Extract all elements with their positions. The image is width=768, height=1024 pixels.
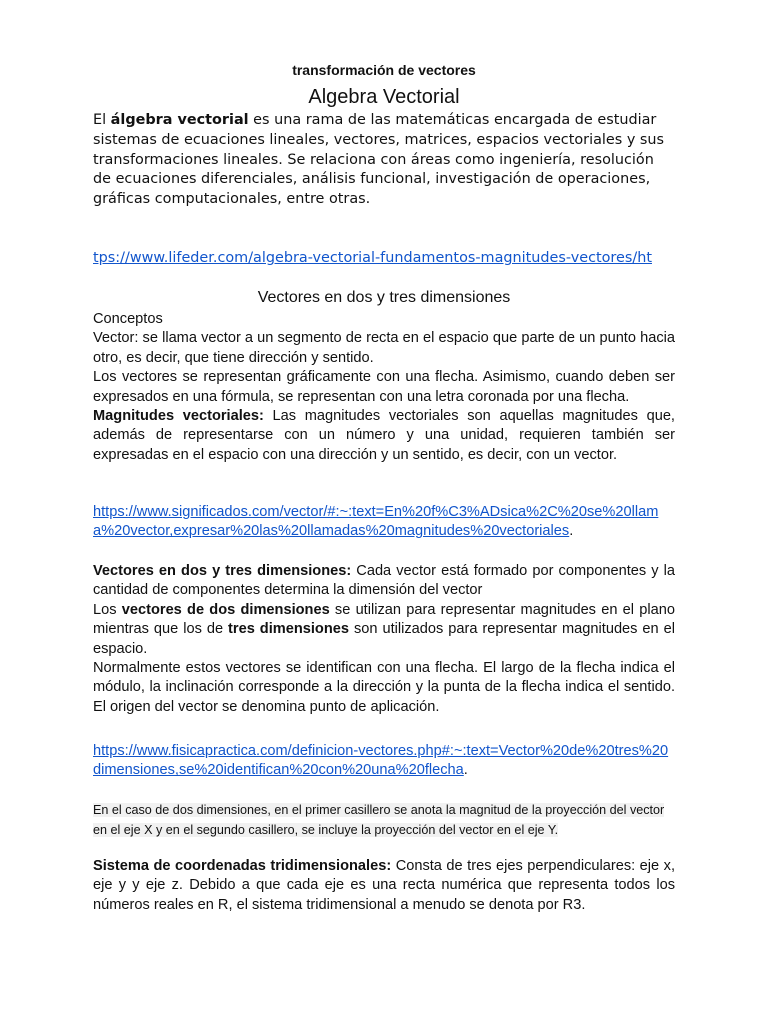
document-title: transformación de vectores [292, 62, 476, 78]
dimensions-paragraph [93, 562, 675, 601]
dims-bold-two: vectores de dos dimensiones [121, 601, 330, 618]
reference-link-fisicapractica-wrap [93, 742, 675, 781]
intro-bold-term: álgebra vectorial [110, 112, 249, 128]
dimensions-text: Cada vector está formado por componentes y la cantidad de componentes determina la dimensión del vector [93, 563, 675, 599]
reference-link-significados[interactable]: https://www.significados.com/vector/#:~:text=En%20f%C3%ADsica%2C%20se%20llama%20vector,expresar%20las%20llamadas%20magnitudes%20vectoriales [93, 504, 659, 540]
dims-text-d: son utilizados para representar magnitudes en el espacio. [93, 621, 675, 657]
intro-paragraph [93, 111, 675, 210]
coordinates-label: Sistema de coordenadas tridimensionales: [93, 858, 392, 874]
dimensions-label: Vectores en dos y tres dimensiones: [93, 563, 352, 579]
vector-representation: Los vectores se representan gráficamente con una flecha. Asimismo, cuando deben ser expresados en una fórmula, se representan con una letra coronada por una flecha. [93, 369, 675, 405]
dims-text-a: Los [93, 601, 122, 618]
intro-lead: El [93, 112, 111, 128]
coordinates-block [93, 857, 675, 915]
reference-link-lifeder[interactable]: tps://www.lifeder.com/algebra-vectorial-fundamentos-magnitudes-vectores/ht [93, 250, 652, 266]
vector-definition: Vector: se llama vector a un segmento de recta en el espacio que parte de un punto hacia otro, es decir, que tiene dirección y sentido. [93, 330, 675, 366]
two-dimensions-note [93, 801, 675, 840]
section-heading-algebra: Algebra Vectorial [308, 86, 460, 108]
intro-rest: es una rama de las matemáticas encargada de estudiar sistemas de ecuaciones lineales, vectores, matrices, espacios vectoriales y sus transformaciones lineales. Se relaciona con áreas como ingeniería, resolución de ecuaciones diferenciales, análisis funcional, investigación de operaciones, gráficas computacionales, entre otras. [93, 112, 665, 208]
dims-text-c: se utilizan para representar magnitudes en el plano mientras que los de [93, 601, 675, 638]
concepts-label: Conceptos [93, 311, 163, 327]
reference-link-lifeder-wrap [93, 249, 675, 269]
dimensions-block [93, 562, 675, 717]
reference-link-fisicapractica[interactable]: https://www.fisicapractica.com/definicion-vectores.php#:~:text=Vector%20de%20tres%20dimensiones,se%20identifican%20con%20una%20flecha [93, 743, 669, 779]
link3-period: . [463, 762, 468, 779]
magnitudes-text: Las magnitudes vectoriales son aquellas magnitudes que, además de representarse con un número y una unidad, requieren también ser expresadas en el espacio con una dirección y un sentido, es decir, con un vector. [93, 408, 675, 463]
coordinates-paragraph [93, 857, 675, 915]
concepts-block [93, 310, 675, 465]
reference-link-significados-wrap [93, 503, 675, 542]
link2-period: . [569, 523, 574, 540]
dims-bold-three: tres dimensiones [228, 621, 349, 638]
magnitudes-paragraph [93, 407, 675, 465]
section-heading-vectores: Vectores en dos y tres dimensiones [257, 289, 511, 306]
magnitudes-label: Magnitudes vectoriales: [93, 408, 264, 425]
note-highlighted-text: En el caso de dos dimensiones, en el primer casillero se anota la magnitud de la proyección del vector en el eje X y en el segundo casillero, se incluye la proyección del vector en el eje Y. [93, 803, 665, 837]
coordinates-text: Consta de tres ejes perpendiculares: eje x, eje y y eje z. Debido a que cada eje es una recta numérica que representa todos los números reales en R, el sistema tridimensional a menudo se denota por R3. [93, 858, 675, 913]
arrow-description: Normalmente estos vectores se identifican con una flecha. El largo de la flecha indica el módulo, la inclinación corresponde a la dirección y la punta de la flecha indica el sentido. El origen del vector se denomina punto de aplicación. [93, 660, 675, 715]
dimensions-two-three [93, 601, 675, 659]
